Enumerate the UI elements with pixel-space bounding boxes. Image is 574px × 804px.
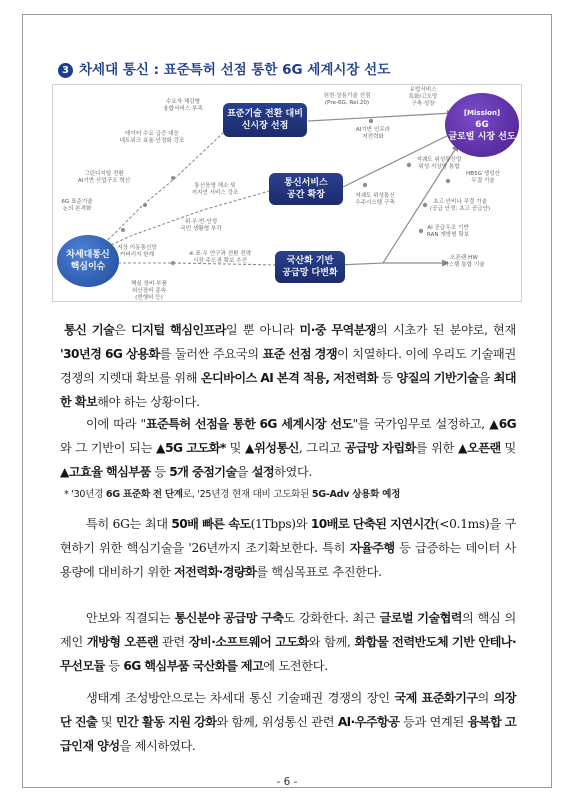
core-issue-node bbox=[57, 235, 119, 287]
section-title-text: 차세대 통신 : 표준특허 선점 통한 6G 세계시장 선도 bbox=[79, 62, 391, 78]
paragraph-run-text: 와 함께, bbox=[308, 635, 355, 649]
standard-line-1: 표준기술 전환 대비 bbox=[227, 109, 303, 119]
paragraph-run-text: 에 도전한다. bbox=[263, 659, 328, 673]
paragraph-run-emphasis: ▲고효율 핵심부품 bbox=[60, 465, 151, 479]
label-standard-top: 원천·상용기술 선점 (Pre-6G, Rel.20) bbox=[323, 93, 371, 106]
core-line-2: 핵심이슈 bbox=[70, 262, 106, 272]
label-left-4: 6G 표준기술 논의 본격화 bbox=[61, 199, 93, 212]
paragraph-run-emphasis: 자율주행 bbox=[349, 541, 395, 555]
paragraph-run-emphasis: 10배로 단축된 지연시간 bbox=[310, 517, 435, 531]
paragraph-run-text: 을 제시하였다. bbox=[119, 739, 196, 753]
paragraph-run-emphasis: 융복합 고급인재 양성 bbox=[60, 715, 517, 753]
paragraph-run-text: 를 둘러싼 주요국의 bbox=[159, 347, 263, 361]
paragraph-run-emphasis: 통신 기술 bbox=[64, 323, 115, 337]
label-left-8: ※ 표·우 연구과 전환 전략 시장 주도권 확보 추진 bbox=[188, 251, 252, 264]
label-left-2: 데이터 수요 급증 대응 네트워크 효율·안정화 강조 bbox=[119, 131, 185, 144]
paragraph-run-emphasis: 글로벌 기술협력 bbox=[379, 611, 462, 625]
paragraph-1 bbox=[60, 318, 516, 414]
mission-tag: [Mission] bbox=[463, 109, 501, 117]
paragraph-run-emphasis: 민간 활동 지원 강화 bbox=[115, 715, 217, 729]
paragraph-run-text: 와 그 기반이 되는 bbox=[60, 441, 156, 455]
paragraph-run-emphasis: ▲5G 고도화* bbox=[156, 441, 226, 455]
paragraph-run-text: 및 bbox=[500, 441, 516, 455]
paragraph-3 bbox=[60, 512, 516, 584]
supply-node bbox=[275, 251, 345, 283]
footnote-run-text: * '30년경 bbox=[64, 489, 106, 500]
paragraph-run-text: 관련 bbox=[158, 635, 189, 649]
mission-node bbox=[445, 93, 519, 157]
paragraph-run-emphasis: ▲6G bbox=[489, 417, 516, 431]
paragraph-run-text: 와 함께, 위성통신 관련 bbox=[216, 715, 338, 729]
paragraph-run-emphasis: ▲오픈랜 bbox=[457, 441, 501, 455]
paragraph-run-text: 의 핵심 의제인 bbox=[60, 611, 516, 649]
paragraph-run-text: 특히 6G는 최대 bbox=[86, 517, 172, 531]
paragraph-2 bbox=[60, 412, 516, 484]
paragraph-run-emphasis: 양질의 기반기술 bbox=[396, 371, 479, 385]
paragraph-run-emphasis: AI·우주항공 bbox=[337, 715, 400, 729]
paragraph-run-text: 이 치열하다. 이에 우리도 기술패권 경쟁의 지렛대 확보를 위해 bbox=[60, 347, 517, 385]
paragraph-run-emphasis: 의장단 진출 bbox=[60, 691, 516, 729]
label-ai-open: AI 공급우조 기반 RAN 개방형 확보 bbox=[426, 225, 470, 238]
paragraph-run-text: 및 bbox=[97, 715, 116, 729]
paragraph-run-text: (1Tbps)와 bbox=[250, 517, 311, 531]
paragraph-run-text: 등 bbox=[104, 659, 124, 673]
paragraph-run-emphasis: 개방형 오픈랜 bbox=[86, 635, 158, 649]
paragraph-run-text: 을 bbox=[478, 371, 494, 385]
label-ai-ran: AI기반 인프라 저전력화 bbox=[355, 127, 391, 140]
label-left-7: 위·우·반·안정 국민 생활형 부각 bbox=[180, 219, 222, 232]
paragraph-run-emphasis: 50배 빠른 속도 bbox=[171, 517, 251, 531]
paragraph-run-text: 등과 연계된 bbox=[399, 715, 468, 729]
paragraph-run-emphasis: 장비·소프트웨어 고도화 bbox=[188, 635, 309, 649]
paragraph-run-text: (<0.1ms)을 구현하기 위한 핵심기술을 '26년까지 조기확보한다. 특히 bbox=[60, 517, 516, 555]
label-mission-top: 유럽서비스 특화/고도망 구축·성장 bbox=[408, 87, 438, 107]
paragraph-run-emphasis: 공급망 자립화 bbox=[344, 441, 416, 455]
supply-line-1: 국산화 기반 bbox=[286, 256, 334, 266]
paragraph-run-text: 의 bbox=[477, 691, 494, 705]
label-left-9: 핵심 장비·부품 외산장비 종속 (현행비 등) bbox=[131, 281, 167, 301]
paragraph-run-emphasis: 5개 중점기술 bbox=[169, 465, 237, 479]
paragraph-run-text: 를 위한 bbox=[415, 441, 458, 455]
paragraph-run-text: 해야 하는 상황이다. bbox=[97, 395, 200, 409]
paragraph-run-text: 등 bbox=[150, 465, 170, 479]
strategy-diagram bbox=[52, 84, 522, 302]
service-line-2: 공간 확장 bbox=[287, 190, 325, 200]
paragraph-run-emphasis: 화합물 전력반도체 기반 안테나·무선모듈 bbox=[60, 635, 516, 673]
page-number: - 6 - bbox=[276, 776, 298, 788]
paragraph-run-text: 등 급증하는 데이터 사용량에 대비하기 위한 bbox=[60, 541, 516, 579]
paragraph-run-emphasis: 최대한 확보 bbox=[60, 371, 516, 409]
paragraph-run-emphasis: 6G 핵심부품 국산화를 제고 bbox=[123, 659, 264, 673]
paragraph-run-text: 도 강화한다. 최근 bbox=[283, 611, 380, 625]
mission-line-1: 6G bbox=[475, 120, 489, 130]
section-title bbox=[58, 58, 518, 78]
label-sat-left: 저궤도 위성통신 우주시스템 구축 bbox=[355, 193, 395, 206]
footnote-run-text: 로, '25년경 현재 대비 고도화된 bbox=[182, 489, 312, 500]
footnote-run-emphasis: 6G 표준화 전 단계 bbox=[105, 489, 183, 500]
service-node bbox=[269, 173, 343, 205]
paragraph-run-text: 은 bbox=[114, 323, 132, 337]
paragraph-run-emphasis: 설정 bbox=[251, 465, 275, 479]
paragraph-run-text: 하였다. bbox=[274, 465, 313, 479]
label-open-hw: 오픈랜 HW 시스템 통합 기술 bbox=[443, 255, 485, 268]
paragraph-run-text: 이에 따라 " bbox=[86, 417, 146, 431]
arrow-standard-mission bbox=[308, 113, 453, 121]
label-left-6: 지상 이동통신망 커버리지 한계 bbox=[117, 245, 157, 258]
label-sat-right: 저궤도 위성통신망 위성·지상망 통합 bbox=[416, 157, 462, 170]
paragraph-run-emphasis: 디지털 핵심인프라 bbox=[131, 323, 226, 337]
paragraph-run-text: 등 bbox=[377, 371, 397, 385]
section-number-badge: 3 bbox=[58, 63, 73, 78]
paragraph-run-emphasis: 미·중 무역분쟁 bbox=[299, 323, 377, 337]
paragraph-run-text: 안보와 직결되는 bbox=[86, 611, 175, 625]
paragraph-run-text: 를 핵심목표로 추진한다. bbox=[256, 565, 382, 579]
core-line-1: 차세대통신 bbox=[66, 250, 110, 260]
paragraph-run-text: 일 뿐 아니라 bbox=[225, 323, 300, 337]
paragraph-run-text: 의 시초가 된 분야로, 현재 bbox=[376, 323, 516, 337]
paragraph-run-emphasis: 통신분야 공급망 구축 bbox=[174, 611, 284, 625]
mission-line-2: 글로벌 시장 선도 bbox=[448, 132, 516, 142]
paragraph-run-emphasis: 표준 선점 경쟁 bbox=[262, 347, 338, 361]
paragraph-run-emphasis: ▲위성통신 bbox=[245, 441, 299, 455]
footnote bbox=[64, 488, 514, 502]
supply-line-2: 공급망 다변화 bbox=[282, 268, 338, 278]
paragraph-run-text: 을 bbox=[236, 465, 252, 479]
paragraph-run-text: "를 국가임무로 설정하고, bbox=[352, 417, 490, 431]
paragraph-4 bbox=[60, 606, 516, 678]
paragraph-run-text: 및 bbox=[225, 441, 245, 455]
label-left-5: 통신음영 해소 및 저지연 서비스 강조 bbox=[191, 183, 239, 196]
standard-node bbox=[223, 103, 307, 137]
paragraph-run-emphasis: 저전력화·경량화 bbox=[173, 565, 257, 579]
paragraph-run-text: 생태계 조성방안으로는 차세대 통신 기술패권 경쟁의 장인 bbox=[86, 691, 395, 705]
standard-line-2: 신시장 선점 bbox=[241, 121, 289, 131]
paragraph-5 bbox=[60, 686, 516, 758]
service-line-1: 통신서비스 bbox=[284, 178, 328, 188]
paragraph-run-emphasis: 국제 표준화기구 bbox=[394, 691, 478, 705]
label-right-mid: 초고·안비나 무결 기술 (공급 안정: 초고 공급안) bbox=[429, 199, 491, 212]
footnote-run-emphasis: 5G-Adv 상용화 예정 bbox=[311, 489, 401, 500]
label-left-3: 그린디지털 전환 AI기반 산업구조 혁신 bbox=[77, 171, 131, 184]
label-left-1: 수요자 체감형 융합서비스 부족 bbox=[163, 99, 203, 112]
label-hb: HB5G 생성산 무결 기술 bbox=[466, 171, 500, 184]
paragraph-run-emphasis: 표준특허 선점을 통한 6G 세계시장 선도 bbox=[145, 417, 353, 431]
paragraph-run-text: , 그리고 bbox=[298, 441, 345, 455]
paragraph-run-emphasis: 온디바이스 AI 본격 적용, 저전력화 bbox=[200, 371, 378, 385]
paragraph-run-emphasis: '30년경 6G 상용화 bbox=[60, 347, 160, 361]
